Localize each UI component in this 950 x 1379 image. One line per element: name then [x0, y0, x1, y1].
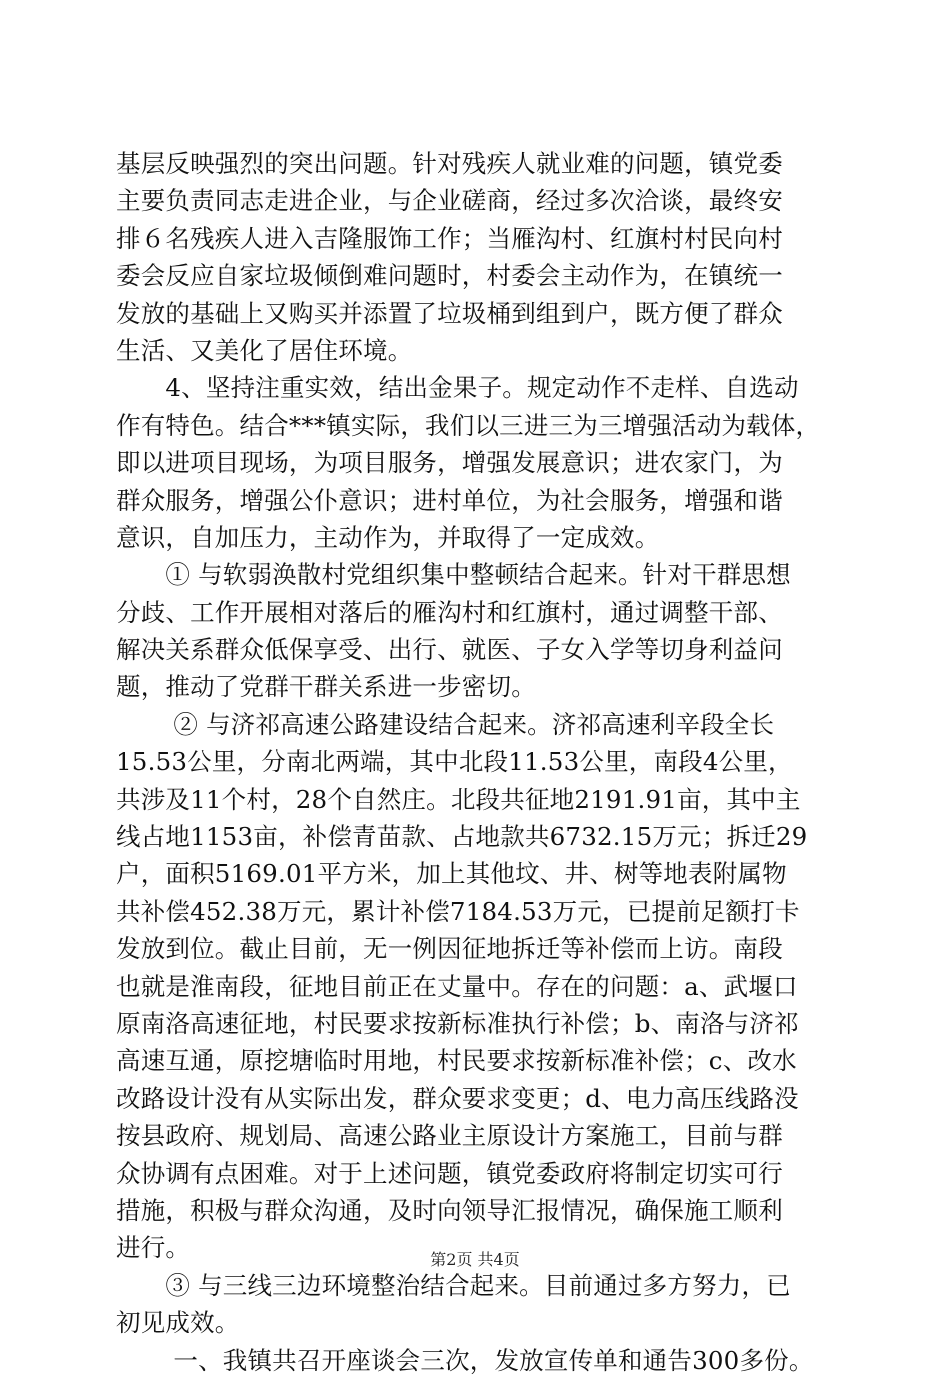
text-line: 主要负责同志走进企业，与企业磋商，经过多次洽谈，最终安: [116, 186, 783, 216]
page-number: 第2页 共4页: [430, 1250, 520, 1269]
text-line: 即以进项目现场，为项目服务，增强发展意识；进农家门，为: [116, 448, 783, 478]
text-line: 原南洛高速征地，村民要求按新标准执行补偿；b、南洛与济祁: [116, 1008, 799, 1038]
text-line: 4、坚持注重实效，结出金果子。规定动作不走样、自选动: [116, 373, 799, 403]
text-line: ② 与济祁高速公路建设结合起来。济祁高速利辛段全长: [116, 709, 775, 739]
text-line: 共补偿452.38万元，累计补偿7184.53万元，已提前足额打卡: [116, 896, 800, 926]
text-line: 委会反应自家垃圾倾倒难问题时，村委会主动作为，在镇统一: [116, 261, 783, 291]
text-line: 基层反映强烈的突出问题。针对残疾人就业难的问题，镇党委: [116, 149, 783, 178]
text-line: 高速互通，原挖塘临时用地，村民要求按新标准补偿；c、改水: [116, 1046, 797, 1076]
text-line: 解决关系群众低保享受、出行、就医、子女入学等切身利益问: [116, 635, 783, 665]
text-line: 意识，自加压力，主动作为，并取得了一定成效。: [116, 522, 660, 552]
text-line: 进行。: [116, 1233, 191, 1263]
text-line: 也就是淮南段，征地目前正在丈量中。存在的问题：a、武堰口: [116, 971, 798, 1001]
body-text: [116, 145, 856, 1379]
text-line: 生活、又美化了居住环境。: [116, 335, 413, 365]
text-line: 发放的基础上又购买并添置了垃圾桶到组到户，既方便了群众: [116, 298, 783, 328]
text-line: 群众服务，增强公仆意识；进村单位，为社会服务，增强和谐: [116, 485, 783, 515]
text-line: ③ 与三线三边环境整治结合起来。目前通过多方努力，已: [116, 1270, 791, 1300]
text-line: 作有特色。结合***镇实际，我们以三进三为三增强活动为载体，: [116, 410, 821, 440]
text-line: 措施，积极与群众沟通，及时向领导汇报情况，确保施工顺利: [116, 1195, 783, 1225]
text-line: 共涉及11个村，28个自然庄。北段共征地2191.91亩，其中主: [116, 784, 801, 814]
text-line: 改路设计没有从实际出发，群众要求变更；d、电力高压线路没: [116, 1083, 799, 1113]
text-line: 15.53公里，分南北两端，其中北段11.53公里，南段4公里，: [116, 747, 793, 777]
text-line: 线占地1153亩，补偿青苗款、占地款共6732.15万元；拆迁29: [116, 822, 808, 852]
text-line: 户，面积5169.01平方米，加上其他坟、井、树等地表附属物: [116, 859, 787, 889]
text-line: 众协调有点困难。对于上述问题，镇党委政府将制定切实可行: [116, 1158, 783, 1188]
text-line: 题，推动了党群干群关系进一步密切。: [116, 672, 536, 702]
text-line: 发放到位。截止目前，无一例因征地拆迁等补偿而上访。南段: [116, 934, 783, 964]
text-line: 初见成效。: [116, 1308, 240, 1338]
text-line: 排６名残疾人进入吉隆服饰工作；当雁沟村、红旗村村民向村: [116, 223, 783, 253]
text-line: ① 与软弱涣散村党组织集中整顿结合起来。针对干群思想: [116, 560, 791, 590]
page-footer: [0, 1247, 950, 1270]
text-line: 分歧、工作开展相对落后的雁沟村和红旗村，通过调整干部、: [116, 597, 783, 627]
text-line: 一、我镇共召开座谈会三次，发放宣传单和通告300多份。: [116, 1345, 814, 1375]
text-line: 按县政府、规划局、高速公路业主原设计方案施工，目前与群: [116, 1121, 783, 1151]
